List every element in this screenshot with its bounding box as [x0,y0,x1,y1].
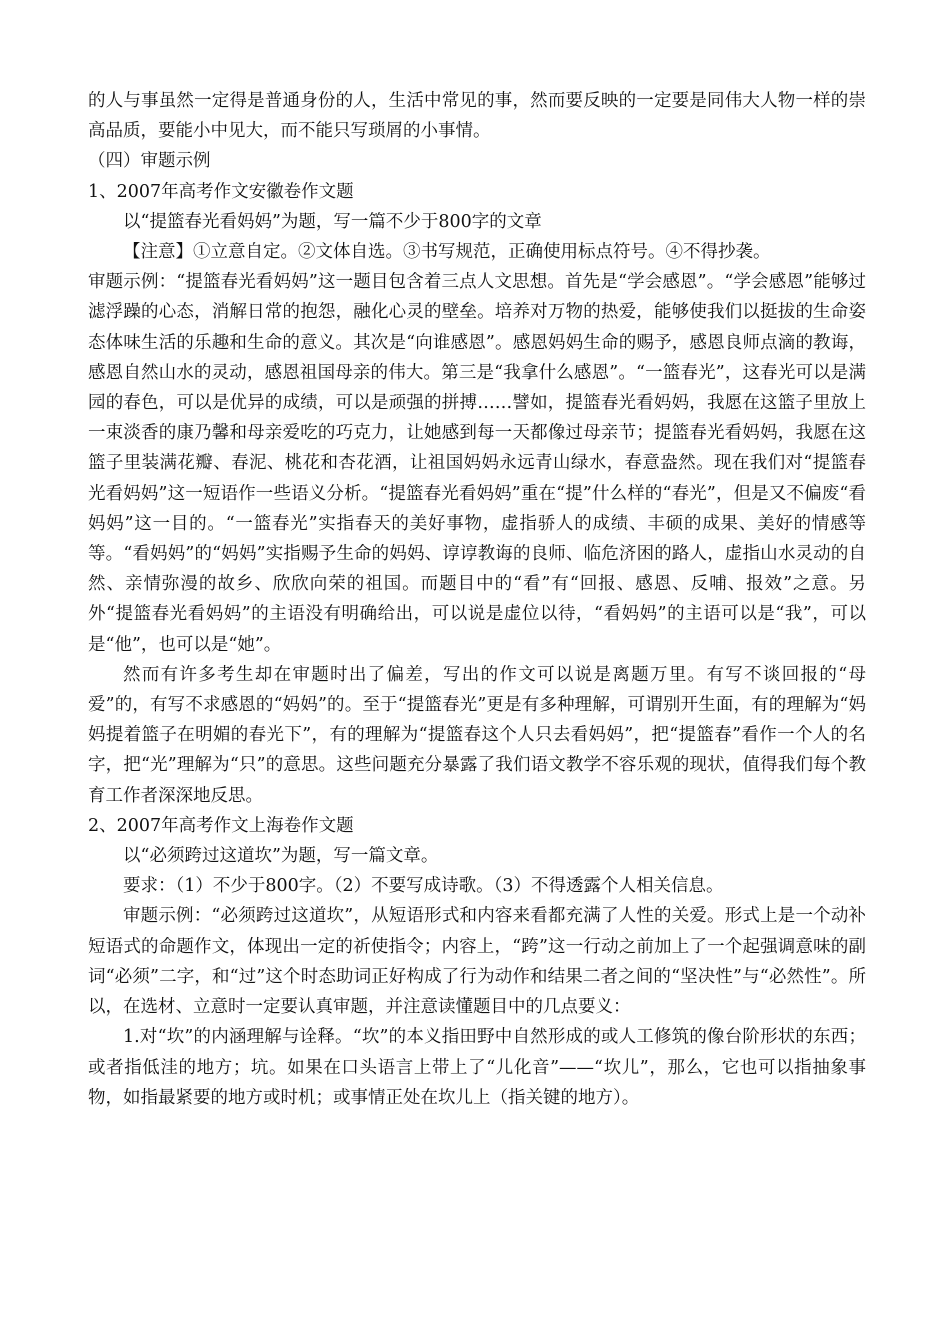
example-2-title: 2、2007年高考作文上海卷作文题 [88,815,354,836]
document-page [88,86,866,1113]
section-heading-4: （四）审题示例 [88,151,211,172]
example-2-point-1: 1.对“坎”的内涵理解与诠释。“坎”的本义指田野中自然形成的或人工修筑的像台阶形状的东西；或者指低洼的地方；坑。如果在口头语言上带上了“儿化音”——“坎儿”，那么，它也可以指抽象事物，如指最紧要的地方或时机；或事情正处在坎儿上（指关键的地方）。 [88,1027,866,1108]
example-2-prompt: 以“必须跨过这道坎”为题，写一篇文章。 [123,846,439,867]
example-1-title: 1、2007年高考作文安徽卷作文题 [88,181,354,202]
example-1-notice: 【注意】①立意自定。②文体自选。③书写规范，正确使用标点符号。④不得抄袭。 [123,242,771,263]
example-2-analysis: 审题示例：“必须跨过这道坎”，从短语形式和内容来看都充满了人性的关爱。形式上是一个动补短语式的命题作文，体现出一定的祈使指令；内容上，“跨”这一行动之前加上了一个起强调意味的副词“必须”二字，和“过”这个时态助词正好构成了行为动作和结果二者之间的“坚决性”与“必然性”。所以，在选材、立意时一定要认真审题，并注意读懂题目中的几点要义： [88,906,866,1018]
example-1-prompt: 以“提篮春光看妈妈”为题，写一篇不少于800字的文章 [123,211,542,232]
example-1-analysis: 审题示例：“提篮春光看妈妈”这一题目包含着三点人文思想。首先是“学会感恩”。“学会感恩”能够过滤浮躁的心态，消解日常的抱怨，融化心灵的壁垒。培养对万物的热爱，能够使我们以挺拔的生命姿态体味生活的乐趣和生命的意义。其次是“向谁感恩”。感恩妈妈生命的赐予，感恩良师点滴的教诲，感恩自然山水的灵动，感恩祖国母亲的伟大。第三是“我拿什么感恩”。“一篮春光”，这春光可以是满园的春色，可以是优异的成绩，可以是顽强的拼搏……譬如，提篮春光看妈妈，我愿在这篮子里放上一束淡香的康乃馨和母亲爱吃的巧克力，让她感到每一天都像过母亲节；提篮春光看妈妈，我愿在这篮子里装满花瓣、春泥、桃花和杏花酒，让祖国妈妈永远青山绿水，春意盎然。现在我们对“提篮春光看妈妈”这一短语作一些语义分析。“提篮春光看妈妈”重在“提”什么样的“春光”，但是又不偏废“看妈妈”这一目的。“一篮春光”实指春天的美好事物，虚指骄人的成绩、丰硕的成果、美好的情感等等。“看妈妈”的“妈妈”实指赐予生命的妈妈、谆谆教诲的良师、临危济困的路人，虚指山水灵动的自然、亲情弥漫的故乡、欣欣向荣的祖国。而题目中的“看”有“回报、感恩、反哺、报效”之意。另外“提篮春光看妈妈”的主语没有明确给出，可以说是虚位以待，“看妈妈”的主语可以是“我”，可以是“他”，也可以是“她”。 [88,272,866,655]
example-1-reflection: 然而有许多考生却在审题时出了偏差，写出的作文可以说是离题万里。有写不谈回报的“母爱”的，有写不求感恩的“妈妈”的。至于“提篮春光”更是有多种理解，可谓别开生面，有的理解为“妈妈提着篮子在明媚的春光下”，有的理解为“提篮春这个人只去看妈妈”，把“提篮春”看作一个人的名字，把“光”理解为“只”的意思。这些问题充分暴露了我们语文教学不容乐观的现状，值得我们每个教育工作者深深地反思。 [88,664,866,806]
example-2-requirements: 要求：（1）不少于800字。（2）不要写成诗歌。（3）不得透露个人相关信息。 [123,876,724,897]
paragraph-continuation: 的人与事虽然一定得是普通身份的人，生活中常见的事，然而要反映的一定要是同伟大人物一样的崇高品质，要能小中见大，而不能只写琐屑的小事情。 [88,91,866,142]
